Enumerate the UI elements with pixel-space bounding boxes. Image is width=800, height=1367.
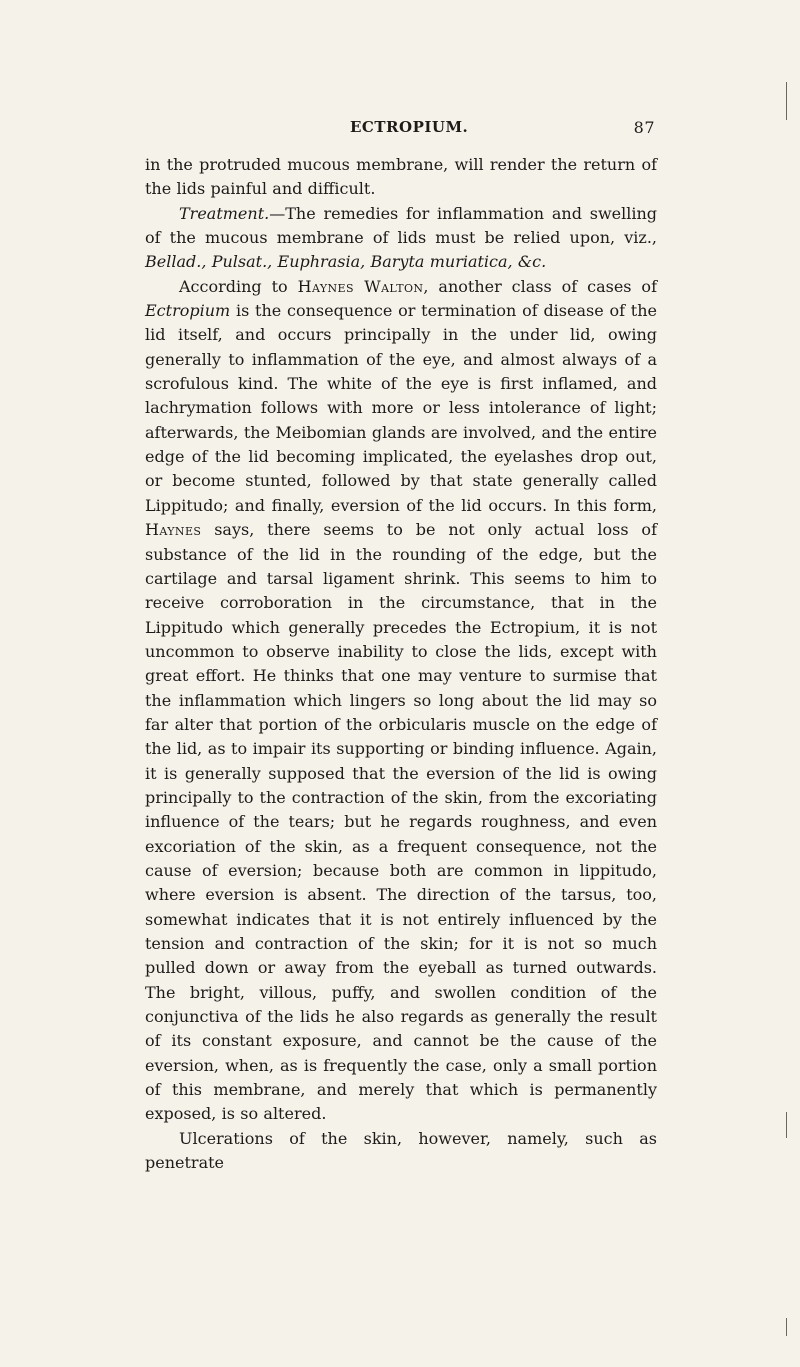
treatment-heading: Treatment. [179,203,270,223]
running-head: ECTROPIUM. [350,118,469,136]
ectropium-term: Ectropium [145,301,231,321]
paragraph-ulcerations: Ulcerations of the skin, however, namely, such as penetrate [145,1128,657,1173]
author-name: Haynes Walton [297,276,424,296]
paragraph-walton: According to Haynes Walton, another class of cases of Ectropium is the consequence or termination of disease of the lid itself, and occurs principally in the under lid, owing generally to inflammation of the eye, and almost always of a scrofulous kind. The white of the eye is first inflamed, and lachrymation follows with more or less intolerance of light; afterwards, the Meibomian glands are involved, and the entire edge of the lid becoming implicated, the eyelashes drop out, or become stunted, followed by that state generally called Lippitudo; and finally, eversion of the lid occurs. In this form, Haynes says, there seems to be not only actual loss of substance of the lid in the rounding of the edge, but the cartilage and tarsal ligament shrink. This seems to him to receive corroboration in the circumstance, that in the Lippitudo which generally precedes the Ectropium, it is not uncommon to observe inability to close the lids, except with great effort. He thinks that one may venture to surmise that the inflammation which lingers so long about the lid may so far alter that portion of the orbicularis muscle on the edge of the lid, as to impair its supporting or binding influence. Again, it is generally supposed that the eversion of the lid is owing principally to the contraction of the skin, from the excoriating influence of the tears; but he regards roughness, and even excoriation of the skin, as a frequent consequence, not the cause of eversion; because both are common in lippitudo, where eversion is absent. The direction of the tarsus, too, somewhat indicates that it is not entirely influenced by the tension and contraction of the skin; for it is not so much pulled down or away from the eyeball as turned outwards. The bright, villous, puffy, and swollen condition of the conjunctiva of the lids he also regards as generally the result of its constant exposure, and cannot be the cause of the eversion, when, as is frequently the case, only a small portion of this membrane, and merely that which is permanently exposed, is so altered. [145,276,657,1124]
page-edge-mark [786,1112,787,1138]
body-text [145,153,657,1175]
treatment-text: —The remedies for inflammation and swelling of the mucous membrane of lids must be relied upon, viz., [145,203,657,248]
page-number: 87 [633,118,655,137]
paragraph-continuation: in the protruded mucous membrane, will render the return of the lids painful and difficult. [145,155,657,199]
page-edge-mark [786,1318,787,1336]
paragraph-treatment [145,202,657,275]
page-edge-mark [786,82,787,120]
author-name-short: Haynes [145,520,202,540]
remedy-list: Bellad., Pulsat., Euphrasia, Baryta muriatica, &c. [145,252,547,272]
page-header [142,118,655,140]
